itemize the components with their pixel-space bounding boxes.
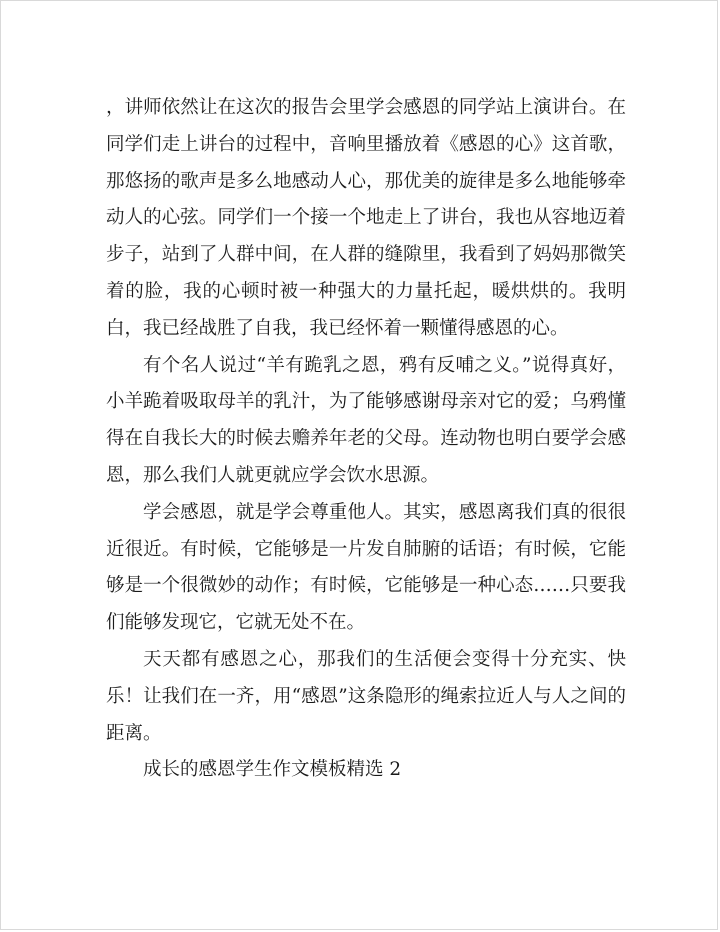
paragraph-1: ，讲师依然让在这次的报告会里学会感恩的同学站上演讲台。在同学们走上讲台的过程中，音响里播放着《感恩的心》这首歌，那悠扬的歌声是多么地感动人心，那优美的旋律是多么地能够牵动人的心弦。同学们一个接一个地走上了讲台，我也从容地迈着步子，站到了人群中间，在人群的缝隙里，我看到了妈妈那微笑着的脸，我的心顿时被一种强大的力量托起，暖烘烘的。我明白，我已经战胜了自我，我已经怀着一颗懂得感恩的心。: [106, 97, 626, 339]
paragraph-3: 学会感恩，就是学会尊重他人。其实，感恩离我们真的很很近很近。有时候，它能够是一片发自肺腑的话语；有时候，它能够是一个很微妙的动作；有时候，它能够是一种心态……只要我们能够发现它，它就无处不在。: [106, 501, 626, 634]
paragraph-4: 天天都有感恩之心，那我们的生活便会变得十分充实、快乐！让我们在一齐，用“感恩”这条隐形的绳索拉近人与人之间的距离。: [106, 648, 626, 744]
section-heading: 成长的感恩学生作文模板精选 2: [143, 759, 402, 781]
paragraph-2: 有个名人说过“羊有跪乳之恩，鸦有反哺之义。”说得真好，小羊跪着吸取母羊的乳汁，为了能够感谢母亲对它的爱；乌鸦懂得在自我长大的时候去赡养年老的父母。连动物也明白要学会感恩，那么我们人就更就应学会饮水思源。: [106, 354, 626, 486]
document-body: [106, 90, 626, 789]
